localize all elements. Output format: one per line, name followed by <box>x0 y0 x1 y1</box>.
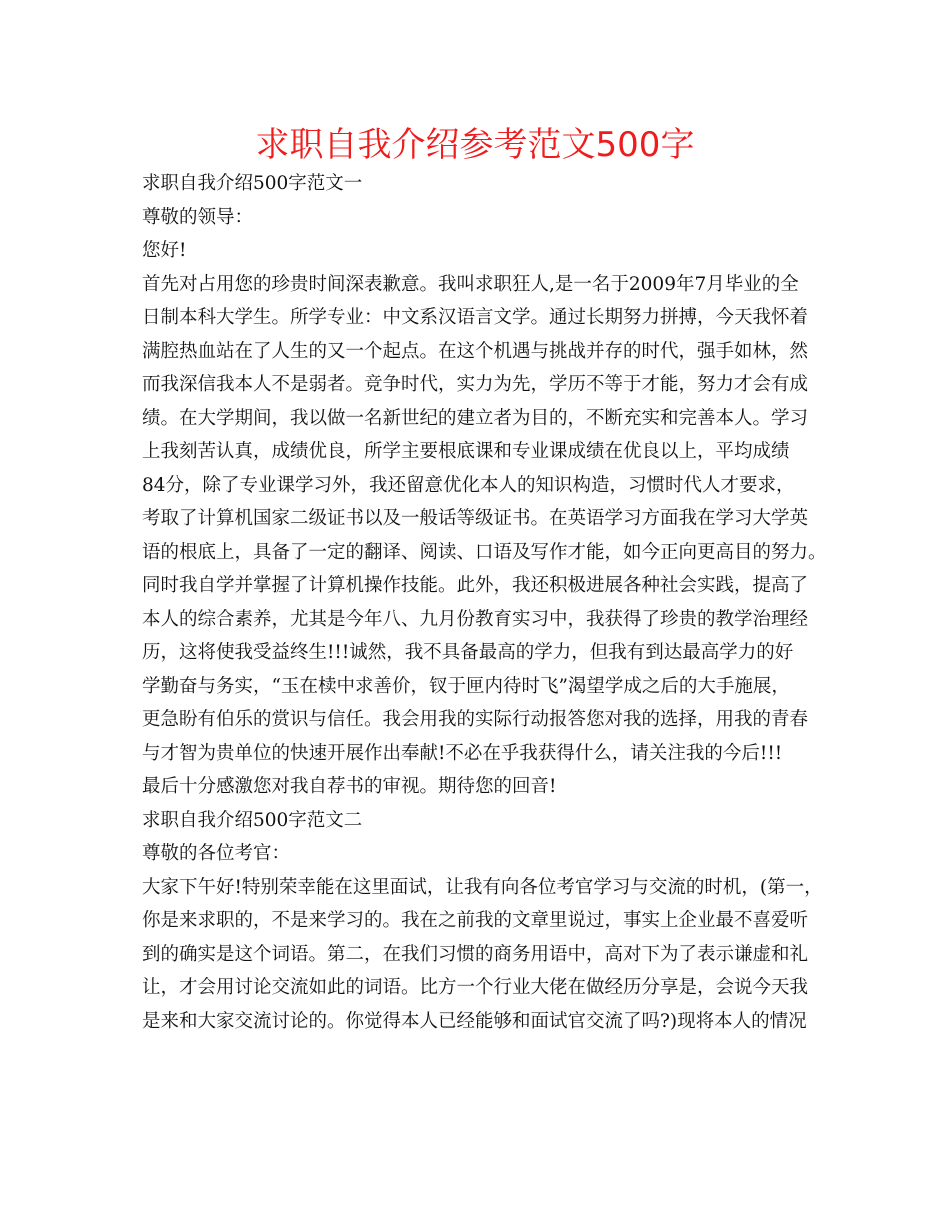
paragraph-line: 是来和大家交流讨论的。你觉得本人已经能够和面试官交流了吗?)现将本人的情况 <box>142 1010 807 1032</box>
paragraph-line: 大家下午好!特别荣幸能在这里面试，让我有向各位考官学习与交流的时机，(第一， <box>142 876 823 898</box>
paragraph-line: 让，才会用讨论交流如此的词语。比方一个行业大佬在做经历分享是，会说今天我 <box>142 977 809 998</box>
paragraph-line: 考取了计算机国家二级证书以及一般话等级证书。在英语学习方面我在学习大学英 <box>142 508 809 529</box>
paragraph-line: 求职自我介绍500字范文二 <box>142 809 363 831</box>
paragraph-line: 满腔热血站在了人生的又一个起点。在这个机遇与挑战并存的时代，强手如林，然 <box>142 340 809 362</box>
paragraph-line: 学勤奋与务实，“玉在椟中求善价，钗于匣内待时飞”渴望学成之后的大手施展， <box>142 675 790 697</box>
paragraph-line: 绩。在大学期间，我以做一名新世纪的建立者为目的，不断充实和完善本人。学习 <box>142 407 809 429</box>
paragraph-line: 求职自我介绍500字范文一 <box>142 173 363 194</box>
paragraph-line: 84分，除了专业课学习外，我还留意优化本人的知识构造，习惯时代人才要求， <box>142 474 795 496</box>
document-body <box>142 167 832 1038</box>
paragraph-line: 日制本科大学生。所学专业：中文系汉语言文学。通过长期努力拼搏，今天我怀着 <box>142 307 809 328</box>
paragraph-line: 首先对占用您的珍贵时间深表歉意。我叫求职狂人,是一名于2009年7月毕业的全 <box>142 273 799 295</box>
paragraph-line: 更急盼有伯乐的赏识与信任。我会用我的实际行动报答您对我的选择，用我的青春 <box>142 709 809 730</box>
paragraph-line: 同时我自学并掌握了计算机操作技能。此外，我还积极进展各种社会实践，提高了 <box>142 575 809 596</box>
paragraph-line: 上我刻苦认真，成绩优良，所学主要根底课和专业课成绩在优良以上，平均成绩 <box>142 441 790 462</box>
paragraph-line: 与才智为贵单位的快速开展作出奉献!不必在乎我获得什么，请关注我的今后!!! <box>142 742 783 764</box>
paragraph-line: 你是来求职的，不是来学习的。我在之前我的文章里说过，事实上企业最不喜爱听 <box>142 910 809 931</box>
paragraph-line: 本人的综合素养，尤其是今年八、九月份教育实习中，我获得了珍贵的教学治理经 <box>142 608 809 630</box>
paragraph-line: 到的确实是这个词语。第二，在我们习惯的商务用语中，高对下为了表示谦虚和礼 <box>142 943 809 965</box>
paragraph-line: 尊敬的领导： <box>142 206 254 228</box>
paragraph-line: 尊敬的各位考官： <box>142 843 291 864</box>
paragraph-line: 语的根底上，具备了一定的翻译、阅读、口语及写作才能，如今正向更高目的努力。 <box>142 541 827 563</box>
document-title: 求职自我介绍参考范文500字 <box>255 125 695 165</box>
paragraph-line: 而我深信我本人不是弱者。竞争时代，实力为先，学历不等于才能，努力才会有成 <box>142 374 809 395</box>
paragraph-line: 最后十分感激您对我自荐书的审视。期待您的回音! <box>142 776 557 797</box>
paragraph-line: 您好! <box>142 240 187 261</box>
paragraph-line: 历，这将使我受益终生!!!诚然，我不具备最高的学力，但我有到达最高学力的好 <box>142 642 794 663</box>
